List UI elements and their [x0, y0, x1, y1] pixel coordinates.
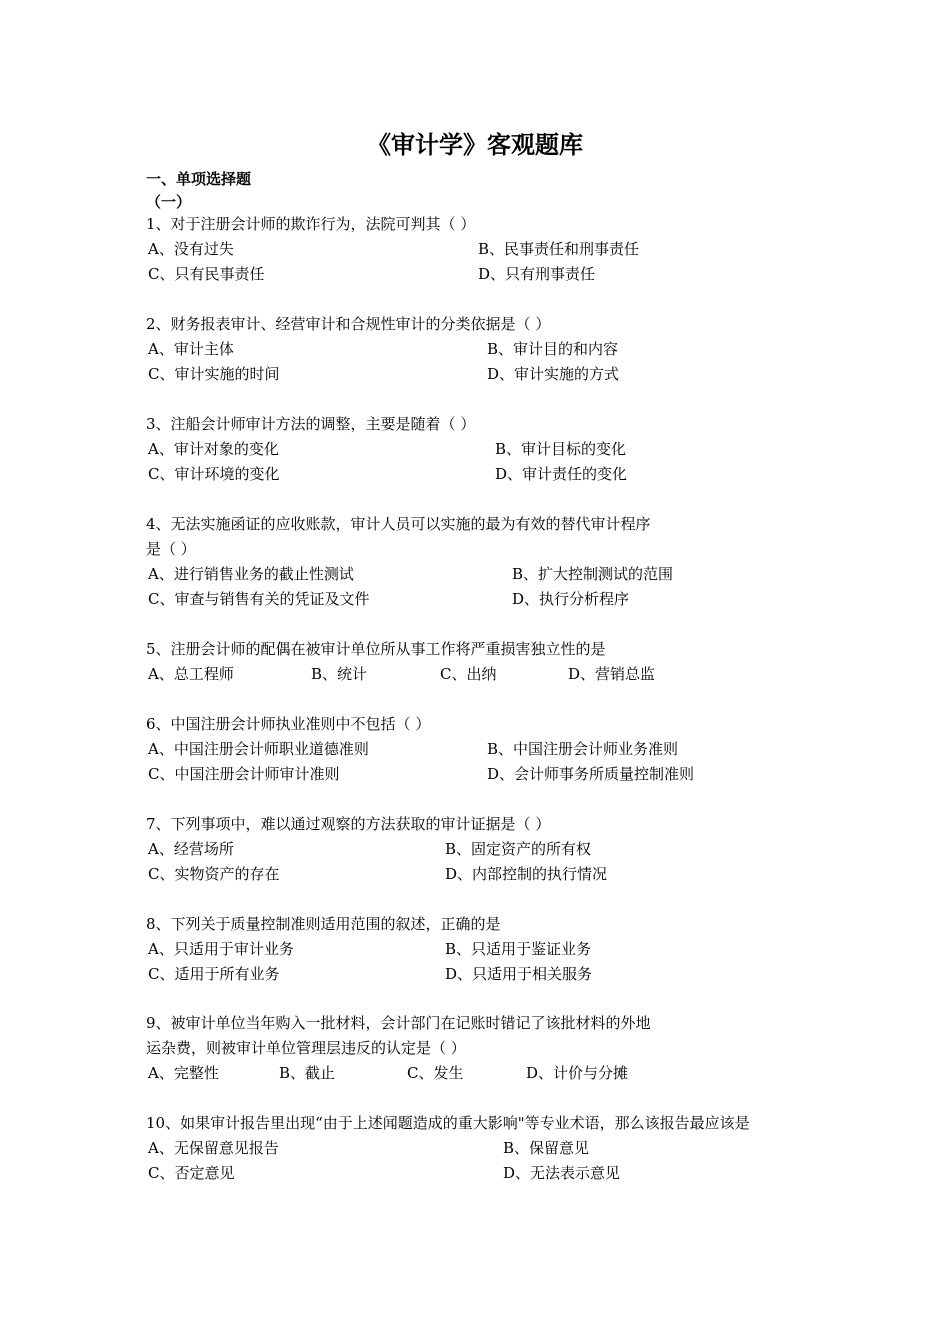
question-7-option-b: B、固定资产的所有权 — [445, 840, 592, 858]
question-5-option-c: C、出纳 — [440, 665, 497, 683]
question-5-option-d: D、营销总监 — [568, 665, 656, 683]
question-2-option-b: B、审计目的和内容 — [487, 340, 619, 358]
question-2-option-a: A、审计主体 — [148, 340, 234, 358]
question-9-option-c: C、发生 — [407, 1064, 464, 1082]
question-1-option-c: C、只有民事责任 — [148, 265, 265, 283]
question-9-stem-line-1: 9、被审计单位当年购入一批材料，会计部门在记账时错记了该批材料的外地 — [146, 1014, 651, 1032]
question-7-option-d: D、内部控制的执行情况 — [445, 865, 608, 883]
question-6-option-d: D、会计师事务所质量控制准则 — [487, 765, 695, 783]
question-2-option-c: C、审计实施的时间 — [148, 365, 280, 383]
question-6-stem: 6、中国注册会计师执业准则中不包括（ ） — [146, 715, 431, 733]
page-title: 《审计学》客观题库 — [367, 130, 583, 159]
question-8-option-b: B、只适用于鉴证业务 — [445, 940, 592, 958]
question-7-option-a: A、经营场所 — [148, 840, 234, 858]
question-8-option-d: D、只适用于相关服务 — [445, 965, 593, 983]
question-6-option-a: A、中国注册会计师职业道德准则 — [148, 740, 369, 758]
question-3-option-a: A、审计对象的变化 — [148, 440, 279, 458]
subsection-heading: （一） — [146, 193, 192, 211]
question-3-option-d: D、审计责任的变化 — [495, 465, 628, 483]
question-9-stem-line-2: 运杂费，则被审计单位管理层违反的认定是（ ） — [146, 1039, 466, 1057]
question-1-stem: 1、对于注册会计师的欺诈行为，法院可判其（ ） — [146, 215, 476, 233]
question-10-option-c: C、否定意见 — [148, 1164, 235, 1182]
section-heading: 一、单项选择题 — [146, 170, 252, 188]
question-3-stem: 3、注船会计师审计方法的调整，主要是随着（ ） — [146, 415, 476, 433]
question-2-option-d: D、审计实施的方式 — [487, 365, 620, 383]
question-4-option-b: B、扩大控制测试的范围 — [512, 565, 674, 583]
question-10-option-d: D、无法表示意见 — [503, 1164, 621, 1182]
question-5-option-b: B、统计 — [311, 665, 368, 683]
question-4-option-c: C、审查与销售有关的凭证及文件 — [148, 590, 370, 608]
question-9-option-d: D、计价与分摊 — [526, 1064, 629, 1082]
question-8-option-c: C、适用于所有业务 — [148, 965, 280, 983]
question-7-stem: 7、下列事项中，难以通过观察的方法获取的审计证据是（ ） — [146, 815, 551, 833]
question-9-option-a: A、完整性 — [148, 1064, 219, 1082]
question-4-option-a: A、进行销售业务的截止性测试 — [148, 565, 354, 583]
question-1-option-d: D、只有刑事责任 — [478, 265, 596, 283]
question-5-stem: 5、注册会计师的配偶在被审计单位所从事工作将严重损害独立性的是 — [146, 640, 606, 658]
question-10-option-b: B、保留意见 — [503, 1139, 590, 1157]
question-10-stem: 10、如果审计报告里出现“由于上述闻题造成的重大影响"等专业术语，那么该报告最应该是 — [146, 1114, 750, 1132]
question-6-option-c: C、中国注册会计师审计准则 — [148, 765, 340, 783]
question-5-option-a: A、总工程师 — [148, 665, 234, 683]
question-6-option-b: B、中国注册会计师业务准则 — [487, 740, 679, 758]
question-2-stem: 2、财务报表审计、经营审计和合规性审计的分类依据是（ ） — [146, 315, 551, 333]
question-3-option-b: B、审计目标的变化 — [495, 440, 627, 458]
question-10-option-a: A、无保留意见报告 — [148, 1139, 279, 1157]
question-4-stem-line-1: 4、无法实施函证的应收账款，审计人员可以实施的最为有效的替代审计程序 — [146, 515, 651, 533]
question-4-option-d: D、执行分析程序 — [512, 590, 630, 608]
question-4-stem-line-2: 是（ ） — [146, 540, 196, 558]
question-3-option-c: C、审计环境的变化 — [148, 465, 280, 483]
question-9-option-b: B、截止 — [279, 1064, 336, 1082]
question-8-stem: 8、下列关于质量控制准则适用范围的叙述，正确的是 — [146, 915, 501, 933]
question-1-option-a: A、没有过失 — [148, 240, 234, 258]
question-7-option-c: C、实物资产的存在 — [148, 865, 280, 883]
question-1-option-b: B、民事责任和刑事责任 — [478, 240, 640, 258]
question-8-option-a: A、只适用于审计业务 — [148, 940, 294, 958]
